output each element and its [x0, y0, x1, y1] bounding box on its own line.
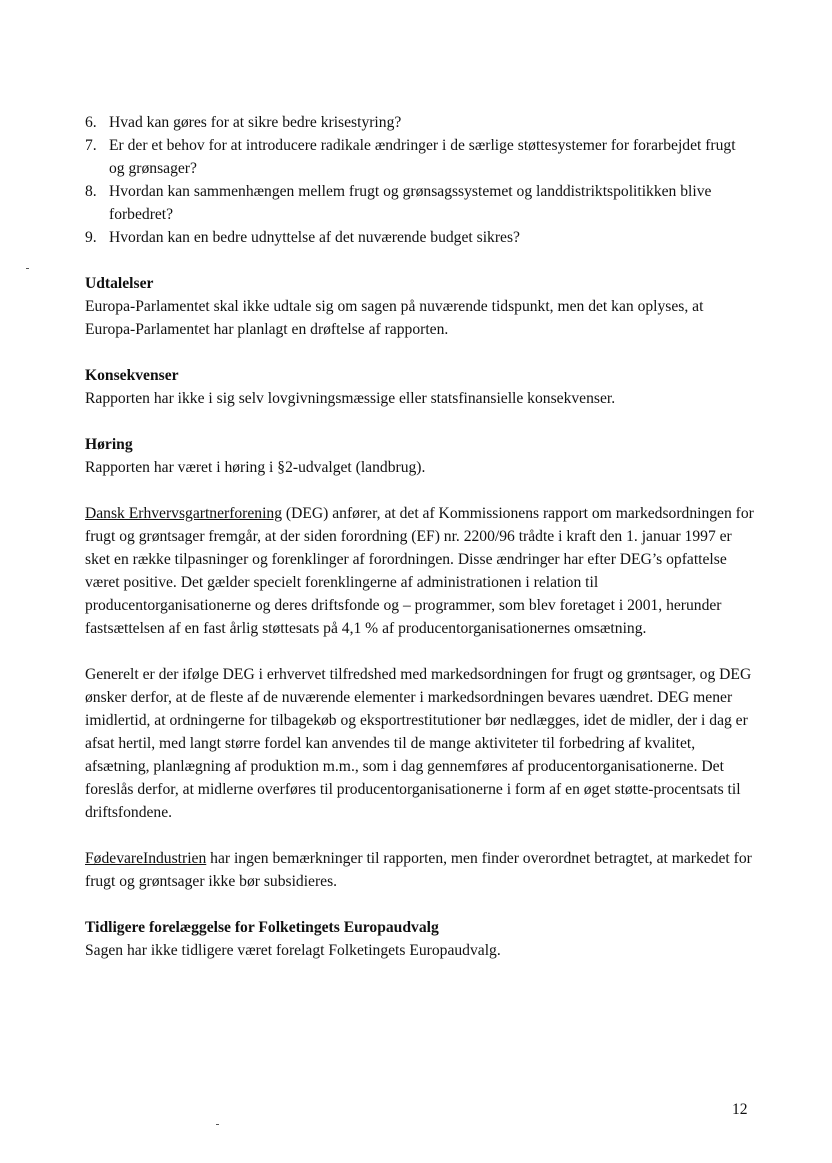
section-paragraph: Europa-Parlamentet skal ikke udtale sig om sagen på nuværende tidspunkt, men det kan oplyses, at Europa-Parlamentet har planlagt en drøftelse af rapporten.: [85, 298, 704, 338]
list-item-number: 8.: [85, 183, 97, 200]
generelt-paragraph: Generelt er der ifølge DEG i erhvervet tilfredshed med markedsordningen for frugt og grøntsager, og DEG ønsker derfor, at de fleste af de nuværende elementer i markedsordningen bevares uændret. DEG mener imidlertid, at ordningerne for tilbagekøb og eksportrestitutioner bør nedlægges, idet de midler, der i dag er afsat hertil, med langt større fordel kan anvendes til de mange aktiviteter til forbedring af kvalitet, afsætning, planlægning af produktion m.m., som i dag gennemføres af producentorganisationerne. Det foreslås derfor, at midlerne overføres til producentorganisationerne i form af en øget støtte-procentsats til driftsfondene.: [85, 666, 752, 821]
section-udtalelser: [85, 272, 755, 341]
scan-speck: [26, 268, 29, 269]
list-item-text: Hvordan kan sammenhængen mellem frugt og grønsagssystemet og landdistriktspolitikken blive forbedret?: [109, 183, 712, 223]
list-item: [85, 134, 755, 180]
section-heading: Konsekvenser: [85, 367, 179, 384]
deg-paragraph: [85, 502, 755, 640]
section-heading: Høring: [85, 436, 133, 453]
section-heading: Udtalelser: [85, 275, 154, 292]
document-body: [85, 111, 755, 962]
list-item-text: Hvordan kan en bedre udnyttelse af det nuværende budget sikres?: [109, 229, 520, 246]
question-list: [85, 111, 755, 249]
organization-name: Dansk Erhvervsgartnerforening: [85, 505, 283, 522]
paragraph-text: har ingen bemærkninger til rapporten, men finder overordnet betragtet, at markedet for frugt og grøntsager ikke bør subsidieres.: [85, 850, 752, 890]
section-tidligere: [85, 916, 755, 962]
list-item-text: Hvad kan gøres for at sikre bedre krisestyring?: [109, 114, 402, 131]
list-item: [85, 226, 755, 249]
list-item-number: 7.: [85, 137, 97, 154]
section-paragraph: Rapporten har været i høring i §2-udvalget (landbrug).: [85, 459, 426, 476]
section-paragraph: Rapporten har ikke i sig selv lovgivningsmæssige eller statsfinansielle konsekvenser.: [85, 390, 616, 407]
paragraph-text: (DEG) anfører, at det af Kommissionens rapport om markedsordningen for frugt og grøntsager fremgår, at der siden forordning (EF) nr. 2200/96 trådte i kraft den 1. januar 1997 er sket en række tilpasninger og forenklinger af forordningen. Disse ændringer har efter DEG’s opfattelse været positive. Det gælder specielt forenklingerne af administrationen i relation til producentorganisationerne og deres driftsfonde og – programmer, som blev foretaget i 2001, herunder fastsættelsen af en fast årlig støttesats på 4,1 % af producentorganisationernes omsætning.: [85, 505, 754, 637]
section-horing: [85, 433, 755, 479]
page-number: 12: [732, 1101, 748, 1118]
scan-speck: [216, 1124, 219, 1125]
list-item-number: 9.: [85, 229, 97, 246]
list-item-text: Er der et behov for at introducere radikale ændringer i de særlige støttesystemer for forarbejdet frugt og grønsager?: [109, 137, 736, 177]
section-heading: Tidligere forelæggelse for Folketingets Europaudvalg: [85, 919, 439, 936]
list-item: [85, 180, 755, 226]
list-item: [85, 111, 755, 134]
list-item-number: 6.: [85, 114, 97, 131]
section-paragraph: Sagen har ikke tidligere været forelagt Folketingets Europaudvalg.: [85, 942, 501, 959]
organization-name: FødevareIndustrien: [85, 850, 207, 867]
section-konsekvenser: [85, 364, 755, 410]
fodevare-paragraph: [85, 847, 755, 893]
